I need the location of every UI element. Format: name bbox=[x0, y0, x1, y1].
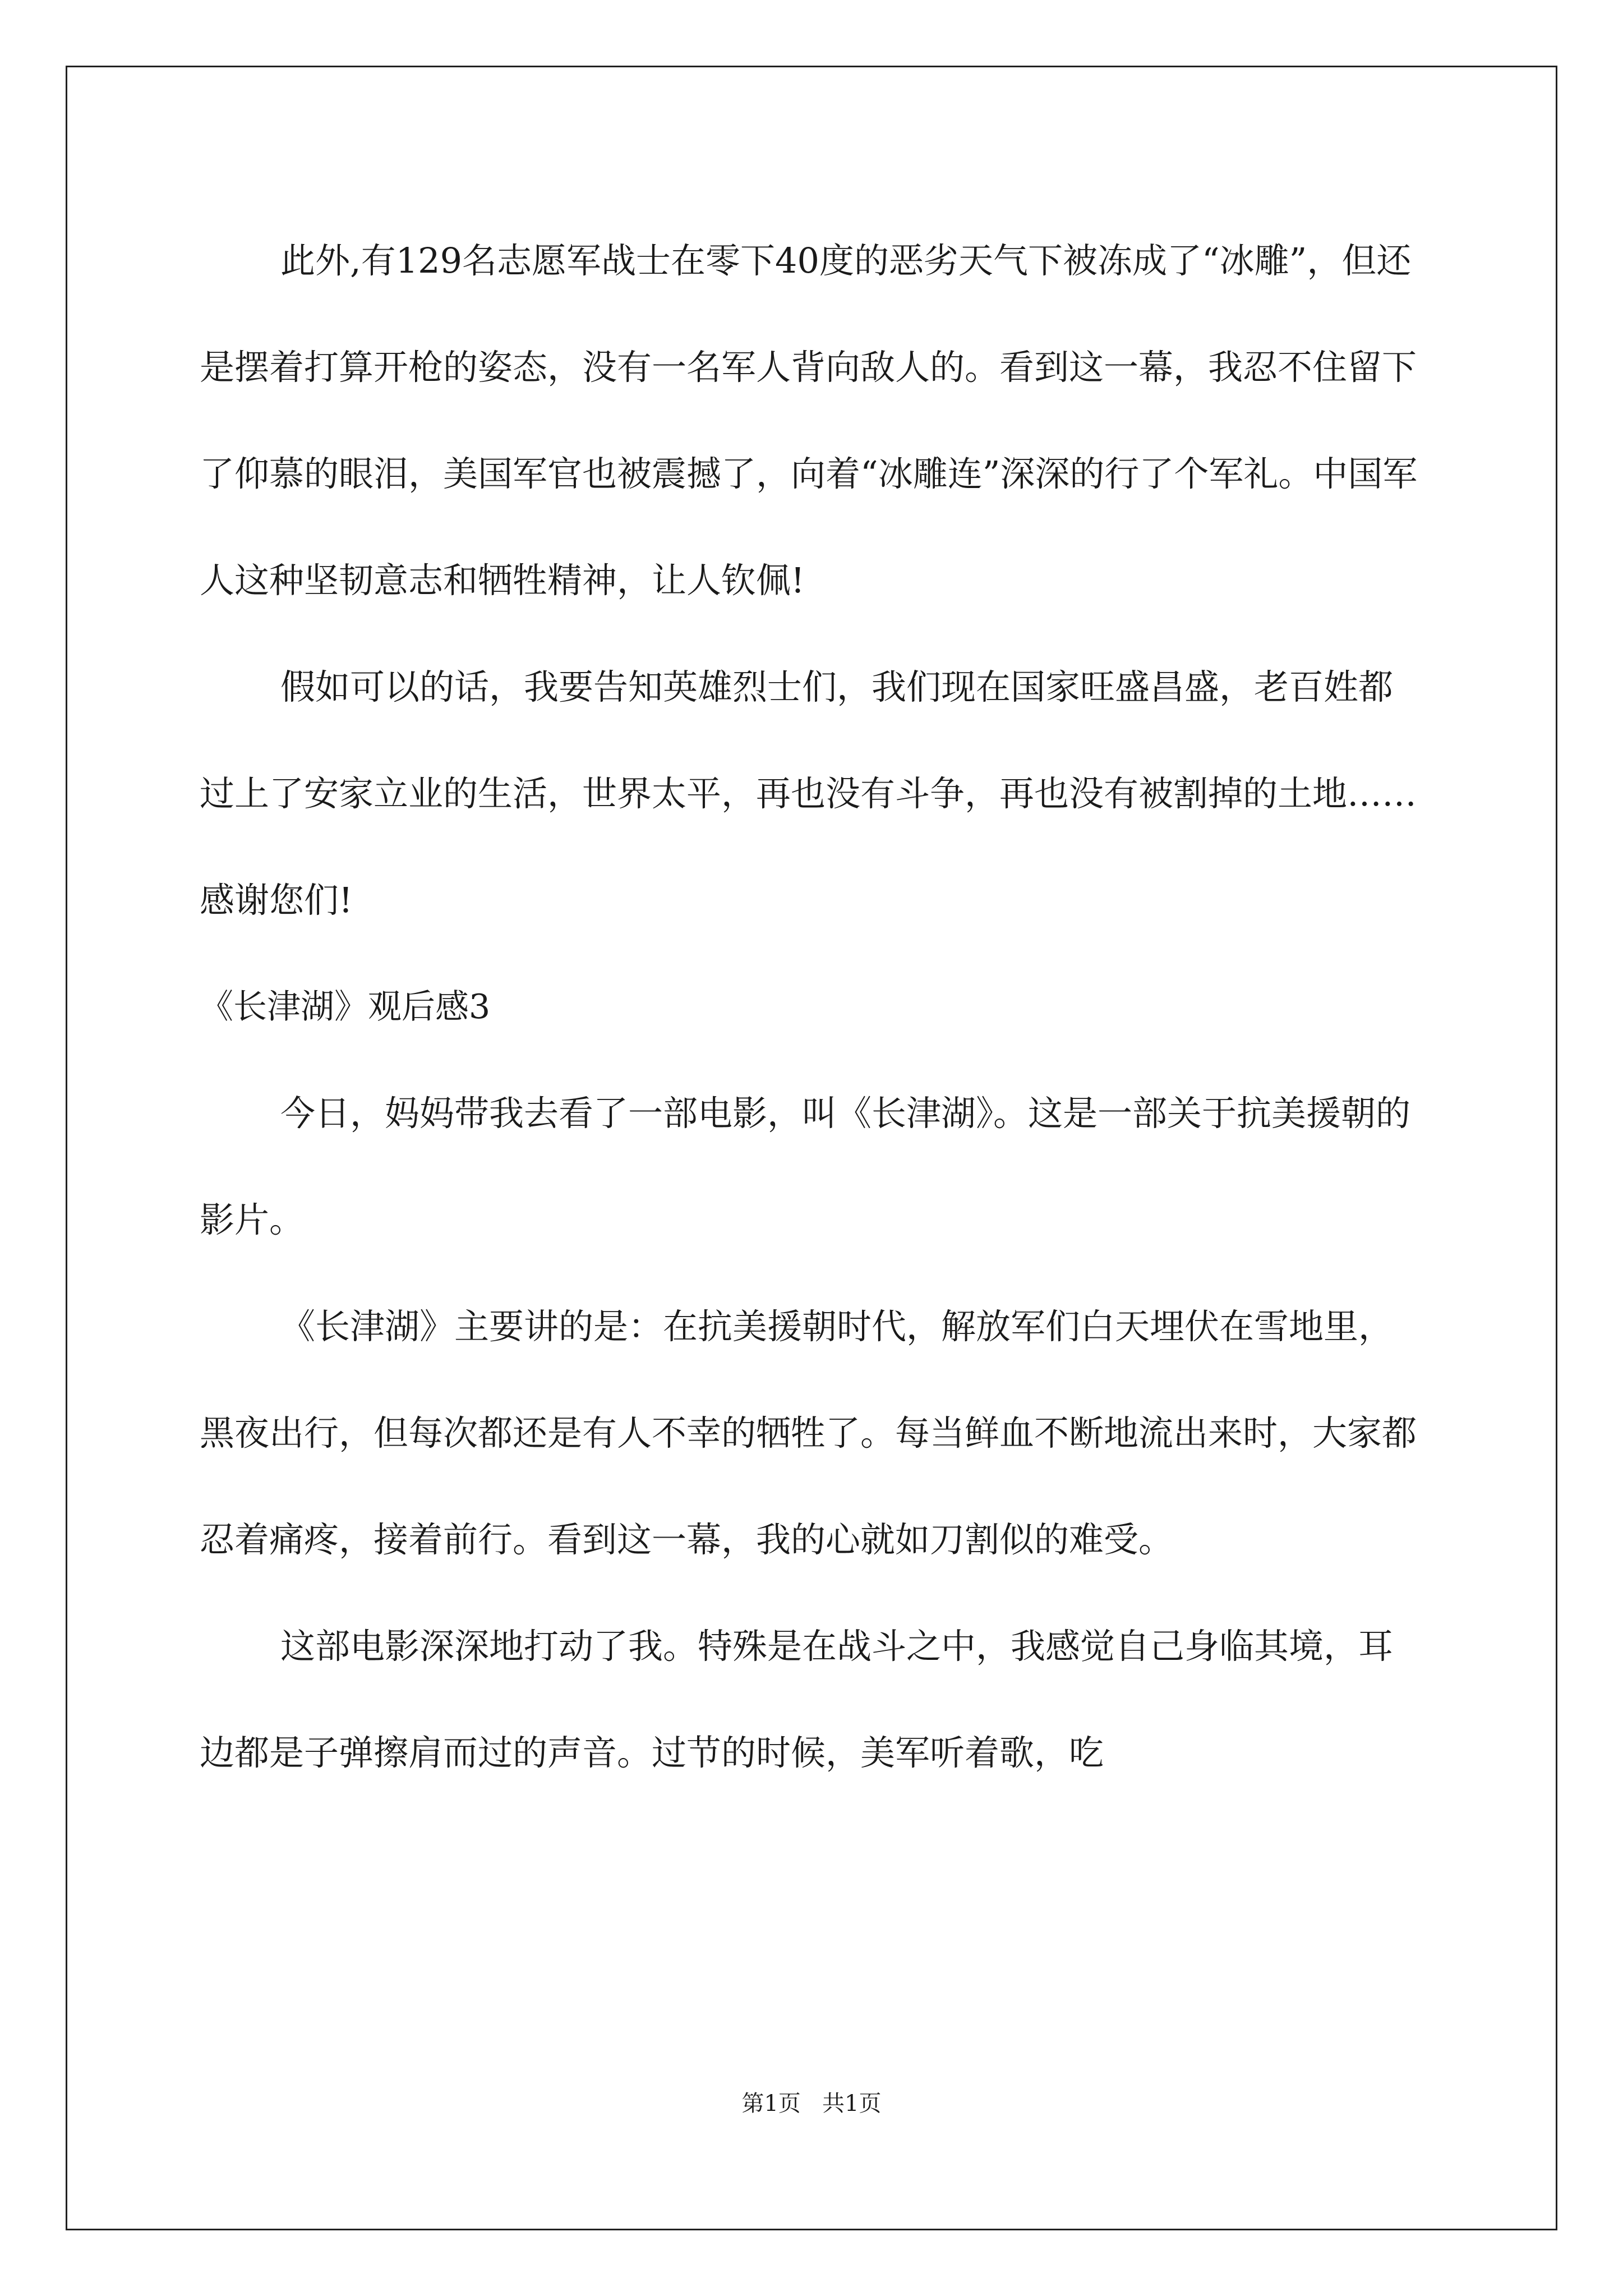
section-heading: 《长津湖》观后感3 bbox=[200, 987, 491, 1027]
document-body bbox=[200, 208, 1424, 1806]
paragraph: 今日，妈妈带我去看了一部电影，叫《长津湖》。这是一部关于抗美援朝的影片。 bbox=[200, 1093, 1411, 1240]
paragraph: 假如可以的话，我要告知英雄烈士们，我们现在国家旺盛昌盛，老百姓都过上了安家立业的生活，世界太平，再也没有斗争，再也没有被割掉的土地……感谢您们! bbox=[200, 666, 1417, 921]
paragraph: 此外,有129名志愿军战士在零下40度的恶劣天气下被冻成了“冰雕”，但还是摆着打算开枪的姿态，没有一名军人背向敌人的。看到这一幕，我忍不住留下了仰慕的眼泪，美国军官也被震撼了，向着“冰雕连”深深的行了个军礼。中国军人这种坚韧意志和牺牲精神，让人钦佩! bbox=[200, 240, 1418, 601]
paragraph: 《长津湖》主要讲的是：在抗美援朝时代，解放军们白天埋伏在雪地里，黑夜出行，但每次都还是有人不幸的牺牲了。每当鲜血不断地流出来时，大家都忍着痛疼，接着前行。看到这一幕，我的心就如刀割似的难受。 bbox=[200, 1306, 1417, 1560]
paragraph: 这部电影深深地打动了我。特殊是在战斗之中，我感觉自己身临其境，耳边都是子弹擦肩而过的声音。过节的时候，美军听着歌，吃 bbox=[200, 1626, 1394, 1773]
page-number-footer: 第1页 共1页 bbox=[741, 2091, 882, 2116]
